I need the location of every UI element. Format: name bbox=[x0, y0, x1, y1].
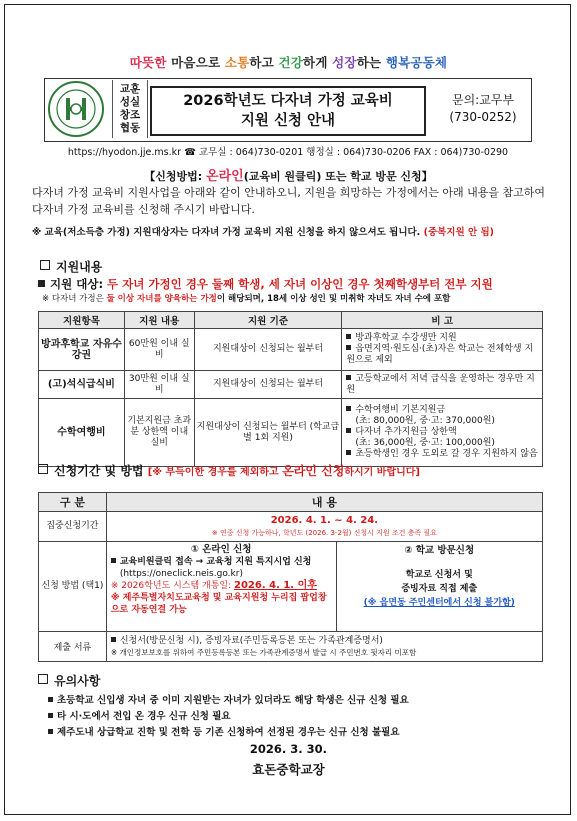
cell-label: 집중신청기간 bbox=[39, 512, 107, 542]
period-value: 2026. 4. 1. ~ 4. 24. bbox=[270, 514, 379, 526]
target-label: 지원 대상: bbox=[50, 277, 108, 291]
online-head: ① 온라인 신청 bbox=[190, 544, 252, 555]
caution-text: 초등학교 신입생 자녀 중 이미 지원받는 자녀가 있더라도 해당 학생은 신규 신청 필요 bbox=[57, 695, 409, 706]
method-rest: (교육비 원클릭) 또는 학교 방문 신청】 bbox=[243, 170, 433, 183]
cell-criteria: 지원대상이 신청되는 월부터 bbox=[194, 329, 342, 371]
principal-signature: 효돈중학교장 bbox=[252, 762, 325, 777]
section-title-text: 유의사항 bbox=[54, 674, 101, 688]
motto-line: 성실 bbox=[119, 96, 141, 108]
cell-notes bbox=[342, 329, 543, 371]
cell-item: 수학여행비 bbox=[39, 399, 125, 467]
method-prefix: 【신청방법: bbox=[144, 170, 207, 183]
slogan-part: 소통 bbox=[224, 55, 250, 70]
cell-label: 제출 서류 bbox=[39, 632, 107, 662]
slogan-part: 성장 bbox=[332, 55, 357, 70]
online-note: ※ 제주특별자치도교육청 및 교육지원청 누리집 팝업창으로 자동연결 가능 bbox=[110, 593, 327, 615]
section-title-caution bbox=[38, 672, 558, 689]
note-text: ※ 교육(저소득층 가정) 지원대상자는 다자녀 가정 교육비 지원 신청을 하지 않으셔도 됩니다. bbox=[32, 227, 421, 238]
bullet-icon bbox=[48, 729, 53, 734]
table-row bbox=[39, 512, 543, 542]
note-item: 다자녀 추가지원금 상한액 bbox=[355, 427, 457, 437]
cell-docs bbox=[106, 632, 542, 662]
document-title bbox=[150, 86, 426, 136]
column-header: 구 분 bbox=[39, 493, 107, 512]
issue-date: 2026. 3. 30. bbox=[249, 742, 328, 756]
column-header: 비 고 bbox=[342, 312, 543, 329]
bullet-icon bbox=[111, 637, 116, 642]
method-online: 온라인 bbox=[206, 169, 244, 184]
cell-notes bbox=[342, 371, 543, 399]
column-header: 내 용 bbox=[106, 493, 542, 512]
section-title-text: 지원내용 bbox=[56, 260, 103, 274]
intro-paragraph: 다자녀 가정 교육비 지원사업을 아래와 같이 안내하오니, 지원을 희망하는 가정에서는 아래 내용을 참고하여 다자녀 가정 교육비를 신청해 주시기 바랍니다. bbox=[32, 186, 545, 216]
square-bullet-icon bbox=[38, 464, 48, 474]
table-header-row bbox=[39, 312, 543, 329]
bullet-icon bbox=[346, 450, 351, 455]
note-item: 고등학교에서 저녁 급식을 운영하는 경우만 지원 bbox=[346, 373, 535, 395]
cell-offline bbox=[336, 542, 542, 632]
docs-note: ※ 개인정보보호를 위하여 주민등록등본 또는 가족관계증명서 발급 시 주민번호 뒷자리 미포함 bbox=[110, 647, 417, 657]
title-line-1: 2026학년도 다자녀 가정 교육비 bbox=[183, 93, 393, 109]
slogan-part: 건강 bbox=[278, 55, 304, 70]
motto-line: 교훈 bbox=[119, 83, 141, 95]
square-bullet-icon bbox=[40, 260, 50, 270]
table-row bbox=[39, 542, 543, 632]
offline-text: 학교로 신청서 및 bbox=[405, 570, 473, 580]
note-part: 이 해당되며, 18세 이상 성인 및 미취학 자녀도 자녀 수에 포함 bbox=[216, 294, 451, 304]
contact-tel: (730-0252) bbox=[449, 110, 517, 124]
cell-criteria: 지원대상이 신청되는 월부터 (학교급별 1회 지원) bbox=[194, 399, 342, 467]
slogan-part: 하는 bbox=[356, 55, 386, 70]
caution-item bbox=[48, 708, 548, 722]
column-header: 지원항목 bbox=[39, 312, 125, 329]
section-title-text: 신청기간 및 방법 bbox=[54, 464, 144, 478]
cell-online bbox=[106, 542, 336, 632]
cell-label: 신청 방법 (택1) bbox=[39, 542, 107, 632]
support-target bbox=[38, 276, 558, 292]
online-note: ※ 2026학년도 시스템 개통일: bbox=[110, 581, 234, 591]
table-row bbox=[39, 371, 543, 399]
bullet-icon bbox=[48, 697, 53, 702]
cell-criteria: 지원대상이 신청되는 월부터 bbox=[194, 371, 342, 399]
table-row bbox=[39, 399, 543, 467]
bullet-icon bbox=[346, 334, 351, 339]
target-note bbox=[42, 292, 562, 304]
section-note: 하시기 바랍니다] bbox=[344, 467, 420, 478]
bullet-icon bbox=[346, 406, 351, 411]
slogan-part: 따뜻한 bbox=[129, 55, 167, 70]
school-logo-icon bbox=[47, 80, 105, 138]
method-line bbox=[0, 165, 577, 184]
note-item: (초: 36,000원, 중·고: 100,000원) bbox=[355, 438, 495, 448]
online-url: (https://oneclick.neis.go.kr) bbox=[119, 569, 243, 579]
cell-item: 방과후학교 자유수강권 bbox=[39, 329, 125, 371]
bullet-icon bbox=[346, 375, 351, 380]
website-line: https://hyodon.jje.ms.kr ☎ 교무실 : 064)730-0201 행정실 : 064)730-0206 FAX : 064)730-0290 bbox=[67, 147, 509, 158]
section-note: [※ 부득이한 경우를 제외하고 bbox=[147, 467, 283, 478]
column-header: 지원 내용 bbox=[124, 312, 194, 329]
bullet-icon bbox=[346, 345, 351, 350]
period-note: ※ 연중 신청 가능하나, 학년도 (2026. 3-2월) 신청시 지원 조건 충족 필요 bbox=[211, 528, 437, 537]
section-title-period bbox=[38, 462, 558, 479]
cell-notes bbox=[342, 399, 543, 467]
cell-content: 60만원 이내 실비 bbox=[124, 329, 194, 371]
column-header: 지원 기준 bbox=[194, 312, 342, 329]
note-item: (초: 80,000원, 중·고: 370,000원) bbox=[355, 416, 495, 426]
school-motto bbox=[112, 80, 148, 138]
note-part: 둘 이상 자녀를 양육하는 가정 bbox=[106, 294, 217, 304]
caution-item bbox=[48, 692, 548, 706]
online-open-date: 2026. 4. 1. 이후 bbox=[234, 580, 317, 591]
motto-line: 창조 bbox=[119, 109, 141, 121]
caution-item bbox=[48, 724, 548, 738]
note-item: 수학여행비 기본지원금 bbox=[355, 405, 446, 415]
cell-content: 30만원 이내 실비 bbox=[124, 371, 194, 399]
slogan-part: 하고 bbox=[249, 55, 279, 70]
table-row bbox=[39, 329, 543, 371]
duplicate-note bbox=[32, 224, 552, 238]
slogan-part: 행복공동체 bbox=[385, 55, 448, 70]
contact-info bbox=[438, 92, 528, 126]
application-table bbox=[38, 492, 543, 662]
section-title-support bbox=[40, 258, 102, 275]
cell-item: (고)석식급식비 bbox=[39, 371, 125, 399]
offline-text: 증빙자료 직접 제출 bbox=[401, 584, 478, 594]
offline-head: ② 학교 방문신청 bbox=[404, 545, 475, 556]
square-bullet-icon bbox=[38, 674, 48, 684]
bullet-icon bbox=[38, 280, 45, 287]
cell-period bbox=[106, 512, 542, 542]
bullet-icon bbox=[111, 558, 116, 563]
docs-text: 신청서(방문신청 시), 증빙자료(주민등록등본 또는 가족관계증명서) bbox=[119, 635, 383, 646]
support-table bbox=[38, 311, 543, 467]
slogan-part: 마음으로 bbox=[166, 55, 225, 70]
online-step: 교육비원클릭 접속 → 교육청 지원 특지시업 신청 bbox=[119, 557, 312, 567]
note-part: ※ 다자녀 가정은 bbox=[42, 294, 107, 304]
note-item: 읍면지역·원도심·(초)자은 학교는 전체학생 지원으로 제외 bbox=[346, 344, 534, 365]
title-line-2: 지원 신청 안내 bbox=[240, 113, 336, 129]
caution-text: 제주도내 상급학교 진학 및 전학 등 기존 신청하여 선정된 경우는 신규 신청 불필요 bbox=[57, 727, 400, 738]
bullet-icon bbox=[48, 713, 53, 718]
motto-line: 협동 bbox=[119, 122, 141, 134]
cell-content: 기본지원금 초과분 상한액 이내 실비 bbox=[124, 399, 194, 467]
contact-dept: 문의:교무부 bbox=[451, 93, 514, 107]
offline-note: (※ 읍면동 주민센터에서 신청 불가함) bbox=[363, 598, 515, 608]
table-row bbox=[39, 632, 543, 662]
caution-text: 타 시·도에서 전입 온 경우 신규 신청 필요 bbox=[57, 711, 231, 722]
slogan-part: 하게 bbox=[303, 55, 333, 70]
slogan bbox=[0, 53, 577, 71]
note-item: 초등학생인 경우 도외로 갈 경우 지원하지 않음 bbox=[355, 449, 538, 459]
section-note: 온라인 신청 bbox=[282, 464, 345, 478]
table-header-row bbox=[39, 493, 543, 512]
bullet-icon bbox=[346, 428, 351, 433]
target-text: 두 자녀 가정인 경우 둘째 학생, 세 자녀 이상인 경우 첫째학생부터 전부 지원 bbox=[107, 277, 493, 291]
note-item: 방과후학교 수강생만 지원 bbox=[355, 333, 457, 343]
note-red: (중복지원 안 됨) bbox=[423, 227, 494, 238]
